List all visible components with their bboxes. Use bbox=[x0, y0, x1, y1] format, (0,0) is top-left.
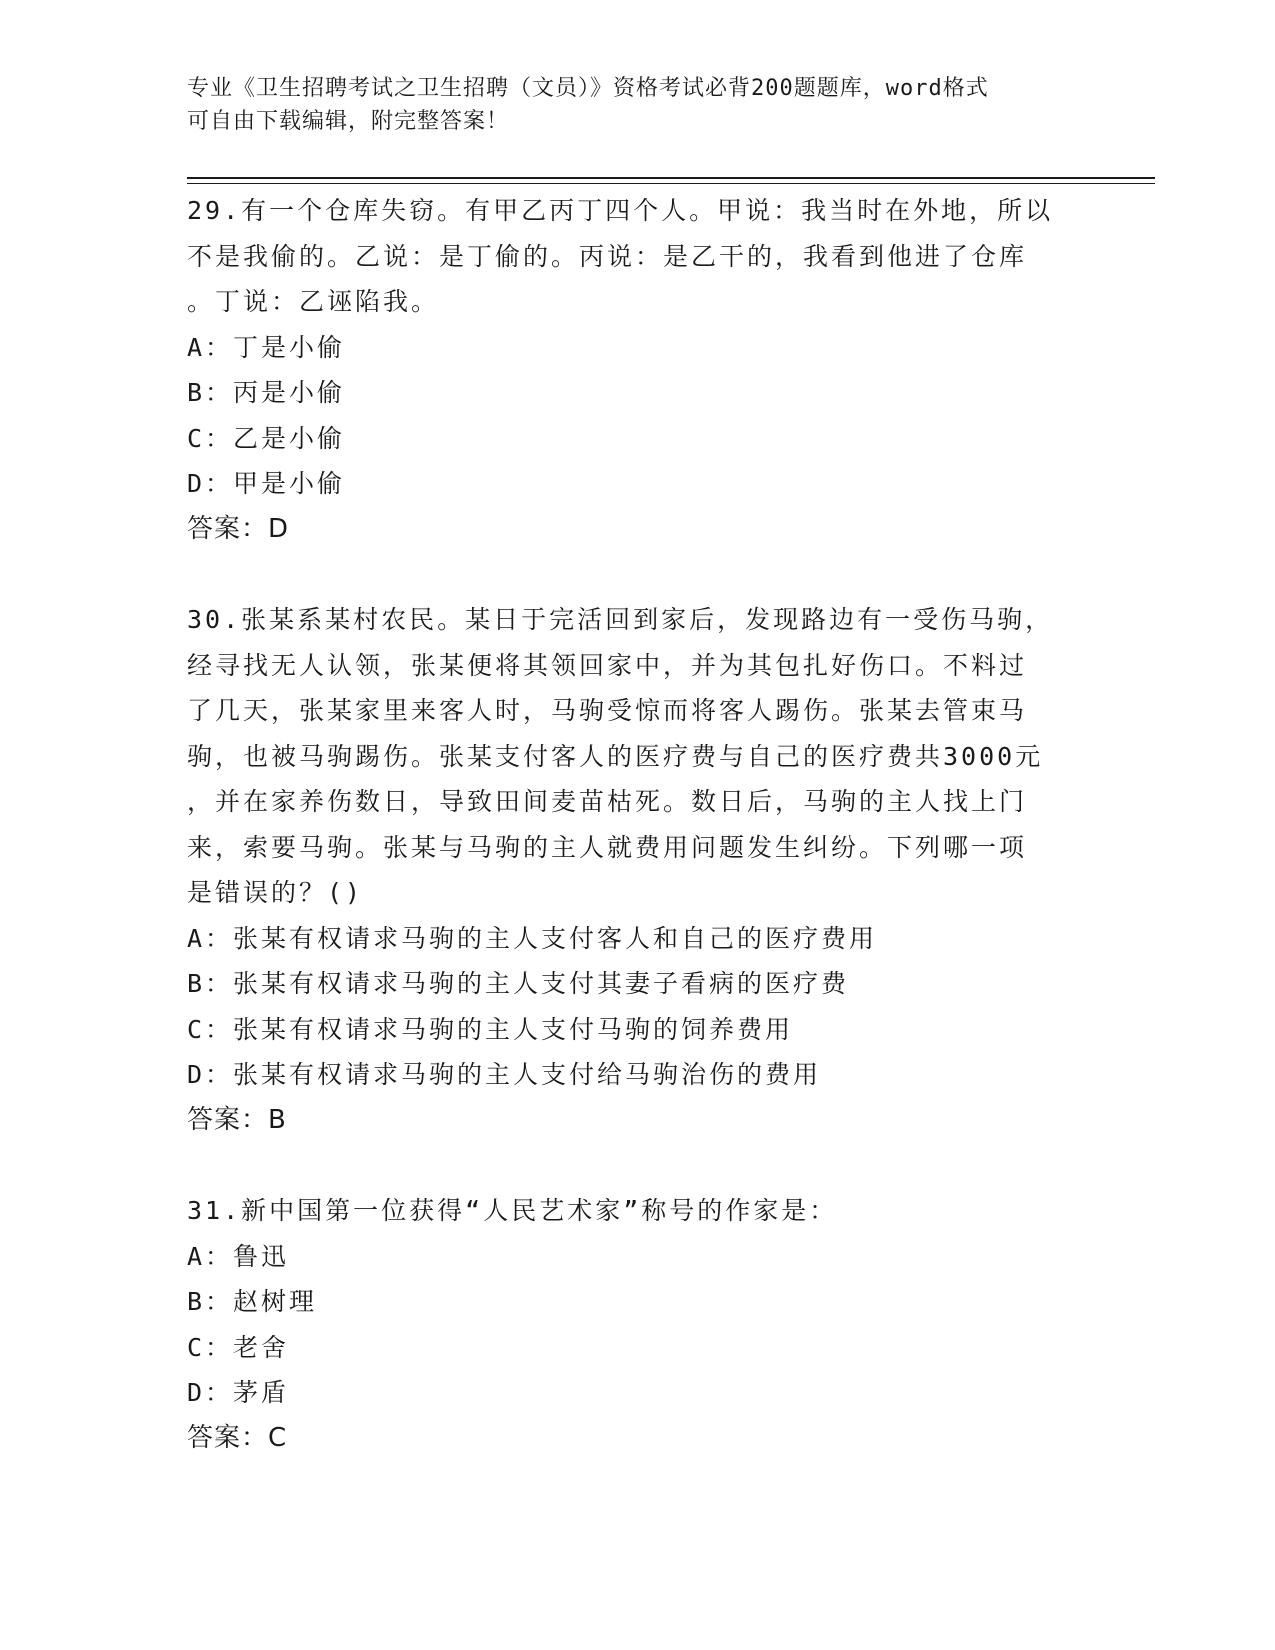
option-b: B：丙是小偷 bbox=[187, 378, 346, 407]
stem-line: 来，索要马驹。张某与马驹的主人就费用问题发生纠纷。下列哪一项 bbox=[187, 832, 1028, 862]
answer-label: 答案：B bbox=[187, 1104, 287, 1135]
option-b: B：张某有权请求马驹的主人支付其妻子看病的医疗费 bbox=[187, 969, 850, 998]
option-c: C：乙是小偷 bbox=[187, 423, 346, 453]
stem-line: 是错误的？() bbox=[187, 878, 364, 907]
stem-line: 。丁说：乙诬陷我。 bbox=[187, 287, 440, 316]
option-c: C：老舍 bbox=[187, 1332, 290, 1362]
stem-line: 29.有一个仓库失窃。有甲乙丙丁四个人。甲说：我当时在外地，所以 bbox=[187, 196, 1054, 225]
question-list bbox=[187, 188, 1087, 1506]
stem-line: 30.张某系某村农民。某日于完活回到家后，发现路边有一受伤马驹， bbox=[187, 605, 1054, 634]
stem-line: 不是我偷的。乙说：是丁偷的。丙说：是乙干的，我看到他进了仓库 bbox=[187, 241, 1028, 271]
question-29 bbox=[187, 188, 1087, 552]
option-d: D：茅盾 bbox=[187, 1378, 290, 1407]
option-a: A：丁是小偷 bbox=[187, 332, 346, 362]
stem-line: 31.新中国第一位获得“人民艺术家”称号的作家是： bbox=[187, 1196, 838, 1225]
header-line-1: 专业《卫生招聘考试之卫生招聘（文员）》资格考试必背200题题库，word格式 bbox=[187, 76, 989, 101]
stem-line: 了几天，张某家里来客人时，马驹受惊而将客人踢伤。张某去管束马 bbox=[187, 696, 1028, 725]
question-30 bbox=[187, 597, 1087, 1143]
header-divider-thin bbox=[187, 183, 1155, 184]
answer-label: 答案：D bbox=[187, 513, 290, 544]
question-stem bbox=[187, 188, 1077, 325]
header-line-2: 可自由下载编辑，附完整答案！ bbox=[187, 109, 510, 134]
option-d: D：甲是小偷 bbox=[187, 469, 346, 498]
document-header bbox=[187, 72, 1067, 138]
question-stem bbox=[187, 597, 1077, 916]
option-a: A：鲁迅 bbox=[187, 1241, 290, 1271]
stem-line: 经寻找无人认领，张某便将其领回家中，并为其包扎好伤口。不料过 bbox=[187, 650, 1028, 680]
answer-label: 答案：C bbox=[187, 1422, 288, 1453]
option-b: B：赵树理 bbox=[187, 1287, 318, 1316]
stem-line: 驹，也被马驹踢伤。张某支付客人的医疗费与自己的医疗费共3000元 bbox=[187, 741, 1044, 771]
option-d: D：张某有权请求马驹的主人支付给马驹治伤的费用 bbox=[187, 1060, 822, 1089]
header-divider-thick bbox=[187, 177, 1155, 179]
option-a: A：张某有权请求马驹的主人支付客人和自己的医疗费用 bbox=[187, 923, 878, 953]
question-31 bbox=[187, 1188, 1087, 1461]
question-stem bbox=[187, 1188, 1077, 1234]
stem-line: ，并在家养伤数日，导致田间麦苗枯死。数日后，马驹的主人找上门 bbox=[187, 787, 1028, 816]
option-c: C：张某有权请求马驹的主人支付马驹的饲养费用 bbox=[187, 1014, 794, 1044]
